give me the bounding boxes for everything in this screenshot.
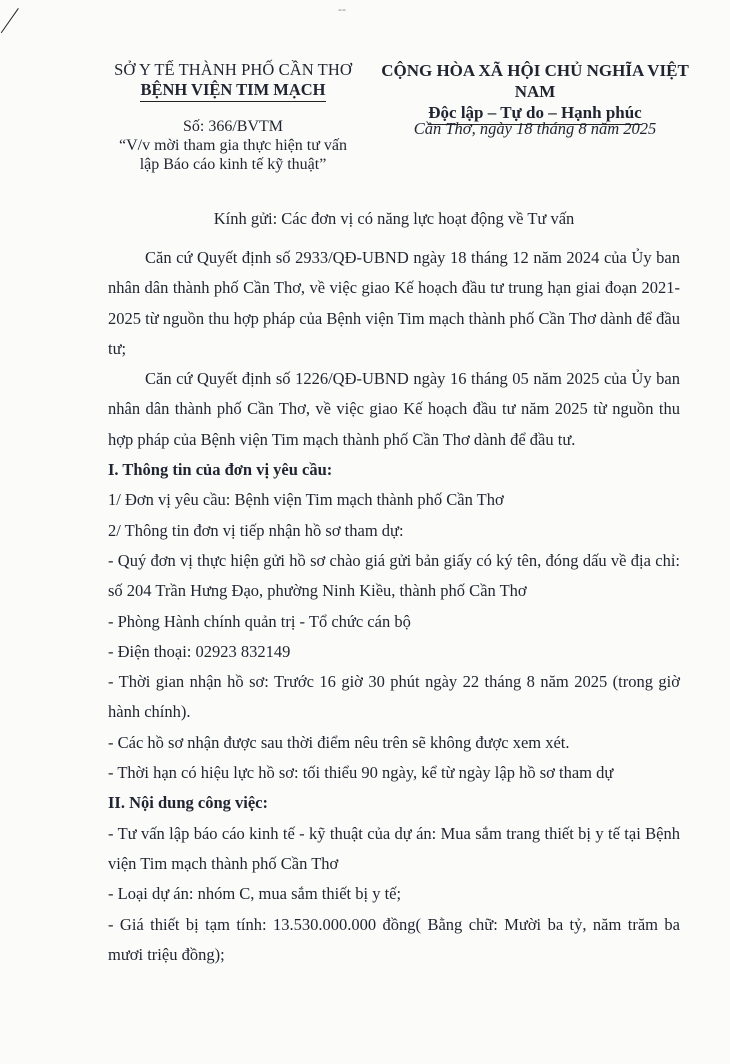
section-line: - Các hồ sơ nhận được sau thời điểm nêu trên sẽ không được xem xét. bbox=[108, 732, 570, 752]
agency-name: SỞ Y TẾ THÀNH PHỐ CẦN THƠ bbox=[114, 60, 352, 79]
section-line: - Thời hạn có hiệu lực hồ sơ: tối thiểu 90 ngày, kể từ ngày lập hồ sơ tham dự bbox=[108, 763, 614, 783]
document-body bbox=[108, 243, 680, 970]
document-number: Số: 366/BVTM bbox=[182, 118, 283, 135]
document-number-block bbox=[108, 117, 358, 174]
nation-name: CỘNG HÒA XÃ HỘI CHỦ NGHĨA VIỆT NAM bbox=[381, 61, 689, 101]
section-line: - Tư vấn lập báo cáo kinh tế - kỹ thuật của dự án: Mua sắm trang thiết bị y tế tại Bệnh viện Tim mạch thành phố Cần Thơ bbox=[108, 823, 680, 873]
section-line: - Thời gian nhận hồ sơ: Trước 16 giờ 30 phút ngày 22 tháng 8 năm 2025 (trong giờ hành chính). bbox=[108, 672, 680, 722]
basis-paragraph: Căn cứ Quyết định số 2933/QĐ-UBND ngày 18 tháng 12 năm 2024 của Ủy ban nhân dân thành phố Cần Thơ, về việc giao Kế hoạch đầu tư trung hạn giai đoạn 2021-2025 từ nguồn thu hợp pháp của Bệnh viện Tim mạch thành phố Cần Thơ dành để đầu tư; bbox=[108, 248, 680, 358]
section-line: 2/ Thông tin đơn vị tiếp nhận hồ sơ tham dự: bbox=[108, 520, 404, 540]
section-heading: II. Nội dung công việc: bbox=[108, 793, 268, 813]
pen-mark bbox=[1, 8, 19, 33]
subject-line-1: “V/v mời tham gia thực hiện tư vấn bbox=[119, 137, 347, 154]
section-line: - Loại dự án: nhóm C, mua sắm thiết bị y tế; bbox=[108, 884, 402, 904]
organization-name: BỆNH VIỆN TIM MẠCH bbox=[140, 80, 325, 102]
section-line: - Điện thoại: 02923 832149 bbox=[108, 641, 291, 661]
section-heading: I. Thông tin của đơn vị yêu cầu: bbox=[108, 460, 333, 480]
page-mark: -- bbox=[338, 2, 346, 16]
section-line: - Quý đơn vị thực hiện gửi hồ sơ chào giá gửi bản giấy có ký tên, đóng dấu về địa chỉ: số 204 Trần Hưng Đạo, phường Ninh Kiều, thành phố Cần Thơ bbox=[108, 550, 680, 601]
motto: Độc lập – Tự do – Hạnh phúc bbox=[428, 102, 641, 125]
section-line: - Giá thiết bị tạm tính: 13.530.000.000 đồng( Bằng chữ: Mười ba tỷ, năm trăm ba mươi triệu đồng); bbox=[108, 914, 680, 964]
basis-paragraph: Căn cứ Quyết định số 1226/QĐ-UBND ngày 16 tháng 05 năm 2025 của Ủy ban nhân dân thành phố Cần Thơ, về việc giao Kế hoạch đầu tư năm 2025 từ nguồn thu hợp pháp của Bệnh viện Tim mạch thành phố Cần Thơ dành để đầu tư. bbox=[108, 369, 680, 449]
document-date: Cần Thơ, ngày 18 tháng 8 năm 2025 bbox=[413, 119, 657, 138]
recipient-line: Kính gửi: Các đơn vị có năng lực hoạt động về Tư vấn bbox=[213, 209, 575, 228]
national-header bbox=[368, 60, 702, 125]
subject-line-2: lập Báo cáo kinh tế kỹ thuật” bbox=[139, 156, 327, 173]
issuer-block bbox=[108, 60, 358, 102]
section-line: - Phòng Hành chính quản trị - Tổ chức cán bộ bbox=[108, 611, 411, 631]
section-line: 1/ Đơn vị yêu cầu: Bệnh viện Tim mạch thành phố Cần Thơ bbox=[108, 490, 504, 510]
